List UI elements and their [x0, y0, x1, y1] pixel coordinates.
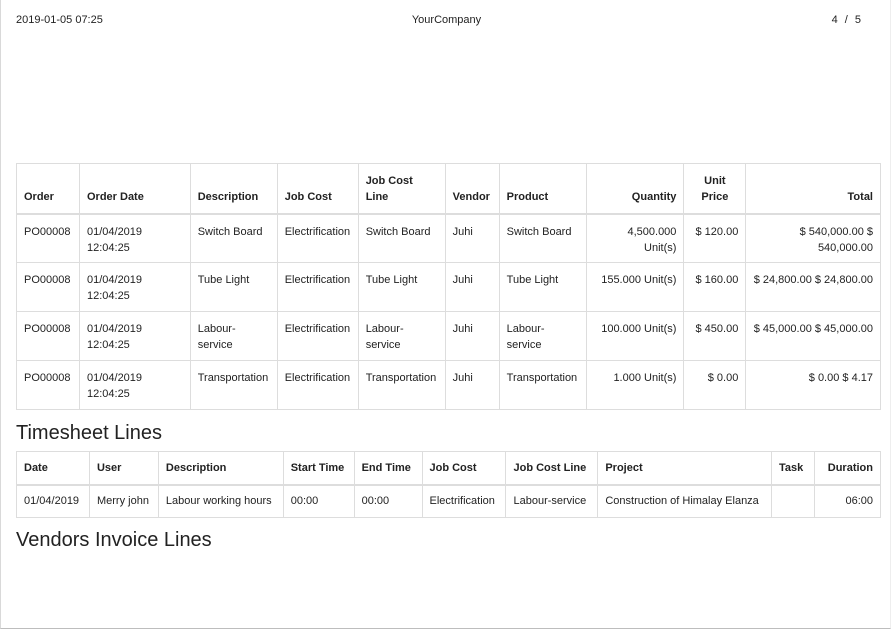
table-row: [17, 312, 881, 361]
vendor-invoice-section-title: Vendors Invoice Lines: [16, 529, 212, 551]
order-cell: PO00008: [17, 214, 80, 263]
job-cost-line-cell: Labour-service: [358, 312, 445, 361]
table-row: [17, 485, 881, 518]
job-cost-line-cell: Labour-service: [506, 485, 598, 518]
company-name: YourCompany: [411, 14, 482, 26]
timesheet-table: [16, 451, 881, 518]
product-cell: Labour-service: [499, 312, 586, 361]
description-cell: Labour-service: [190, 312, 277, 361]
total-cell: $ 24,800.00 $ 24,800.00: [746, 263, 881, 312]
timesheet-section-title: Timesheet Lines: [16, 422, 162, 444]
unit-price-cell: $ 120.00: [684, 214, 746, 263]
vendor-cell: Juhi: [445, 312, 499, 361]
column-header: Quantity: [586, 164, 684, 214]
column-header: Description: [158, 452, 283, 485]
table-row: [17, 263, 881, 312]
vendor-cell: Juhi: [445, 361, 499, 410]
total-cell: $ 540,000.00 $ 540,000.00: [746, 214, 881, 263]
order-date-cell: 01/04/2019 12:04:25: [79, 361, 190, 410]
order-date-cell: 01/04/2019 12:04:25: [79, 312, 190, 361]
table-row: [17, 361, 881, 410]
order-date-cell: 01/04/2019 12:04:25: [79, 214, 190, 263]
quantity-cell: 100.000 Unit(s): [586, 312, 684, 361]
column-header: Job Cost Line: [506, 452, 598, 485]
column-header: Total: [746, 164, 881, 214]
order-date-cell: 01/04/2019 12:04:25: [79, 263, 190, 312]
vendor-cell: Juhi: [445, 263, 499, 312]
column-header: Job Cost Line: [358, 164, 445, 214]
column-header: Product: [499, 164, 586, 214]
product-cell: Switch Board: [499, 214, 586, 263]
column-header: Description: [190, 164, 277, 214]
quantity-cell: 4,500.000 Unit(s): [586, 214, 684, 263]
table-header-row: [17, 164, 881, 214]
user-cell: Merry john: [89, 485, 158, 518]
column-header: Order Date: [79, 164, 190, 214]
column-header: Date: [17, 452, 90, 485]
start-time-cell: 00:00: [283, 485, 354, 518]
total-cell: $ 0.00 $ 4.17: [746, 361, 881, 410]
column-header: Duration: [814, 452, 880, 485]
description-cell: Switch Board: [190, 214, 277, 263]
job-cost-cell: Electrification: [422, 485, 506, 518]
description-cell: Labour working hours: [158, 485, 283, 518]
print-datetime: 2019-01-05 07:25: [16, 14, 103, 26]
job-cost-line-cell: Transportation: [358, 361, 445, 410]
column-header: Project: [598, 452, 772, 485]
column-header: End Time: [354, 452, 422, 485]
quantity-cell: 155.000 Unit(s): [586, 263, 684, 312]
duration-cell: 06:00: [814, 485, 880, 518]
order-cell: PO00008: [17, 263, 80, 312]
product-cell: Tube Light: [499, 263, 586, 312]
job-cost-cell: Electrification: [277, 361, 358, 410]
table-row: [17, 214, 881, 263]
job-cost-line-cell: Switch Board: [358, 214, 445, 263]
project-cell: Construction of Himalay Elanza: [598, 485, 772, 518]
job-cost-cell: Electrification: [277, 263, 358, 312]
product-cell: Transportation: [499, 361, 586, 410]
column-header: Unit Price: [684, 164, 746, 214]
column-header: Job Cost: [277, 164, 358, 214]
column-header: Order: [17, 164, 80, 214]
unit-price-cell: $ 160.00: [684, 263, 746, 312]
order-cell: PO00008: [17, 361, 80, 410]
job-cost-cell: Electrification: [277, 214, 358, 263]
description-cell: Transportation: [190, 361, 277, 410]
column-header: Vendor: [445, 164, 499, 214]
unit-price-cell: $ 0.00: [684, 361, 746, 410]
column-header: Task: [771, 452, 814, 485]
quantity-cell: 1.000 Unit(s): [586, 361, 684, 410]
page-number: 4 / 5: [831, 14, 861, 26]
date-cell: 01/04/2019: [17, 485, 90, 518]
total-cell: $ 45,000.00 $ 45,000.00: [746, 312, 881, 361]
task-cell: [771, 485, 814, 518]
description-cell: Tube Light: [190, 263, 277, 312]
vendor-cell: Juhi: [445, 214, 499, 263]
job-cost-line-cell: Tube Light: [358, 263, 445, 312]
order-cell: PO00008: [17, 312, 80, 361]
table-header-row: [17, 452, 881, 485]
unit-price-cell: $ 450.00: [684, 312, 746, 361]
column-header: Start Time: [283, 452, 354, 485]
job-cost-cell: Electrification: [277, 312, 358, 361]
column-header: User: [89, 452, 158, 485]
column-header: Job Cost: [422, 452, 506, 485]
end-time-cell: 00:00: [354, 485, 422, 518]
purchase-lines-table: [16, 163, 881, 410]
